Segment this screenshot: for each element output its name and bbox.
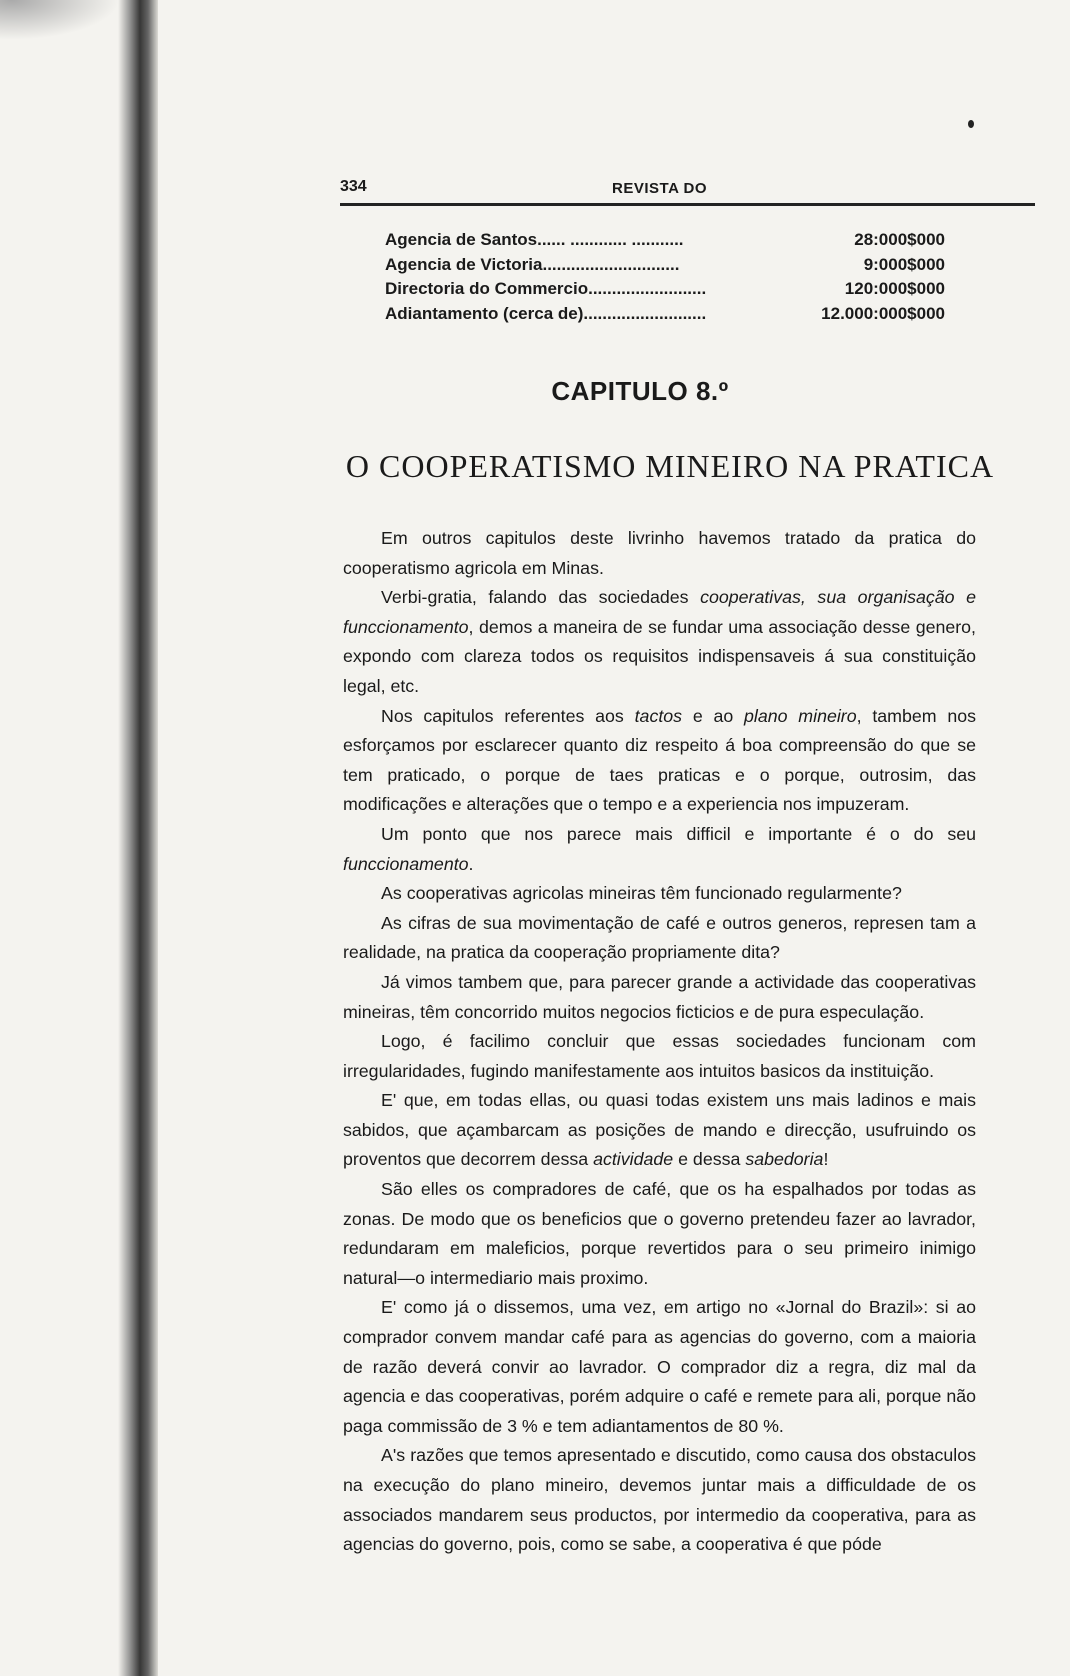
paragraph bbox=[343, 1293, 976, 1441]
section-title: O COOPERATISMO MINEIRO NA PRATICA bbox=[345, 448, 995, 484]
paragraph bbox=[343, 702, 976, 820]
chapter-heading: CAPITULO 8.º bbox=[551, 376, 729, 406]
ink-speck bbox=[968, 120, 974, 128]
ledger-label: Directoria do Commercio......................... bbox=[385, 279, 707, 298]
text-run: e ao bbox=[682, 705, 745, 726]
text-run: Em outros capitulos deste livrinho havemos tratado da pratica do cooperatismo agricola em Minas. bbox=[343, 528, 976, 578]
italic-phrase: plano mineiro bbox=[744, 705, 857, 726]
text-run: As cooperativas agricolas mineiras têm funcionado regularmente? bbox=[381, 883, 902, 904]
italic-phrase: tactos bbox=[634, 705, 683, 726]
paragraph bbox=[343, 1441, 976, 1559]
text-run: E' que, em todas ellas, ou quasi todas existem uns mais ladinos e mais sabidos, que açambarcam as posições de mando e direcção, usufruindo os proventos que decorrem dessa bbox=[343, 1090, 976, 1170]
paragraph bbox=[343, 909, 976, 968]
italic-phrase: cooperativas, sua organisação e funccionamento bbox=[343, 587, 977, 637]
text-run: , demos a maneira de se fundar uma associação desse genero, expondo com clareza todos os requisitos indispensaveis á sua constituição legal, etc. bbox=[343, 616, 976, 696]
page bbox=[340, 176, 1040, 202]
ledger-row bbox=[385, 228, 945, 253]
italic-phrase: funccionamento bbox=[343, 853, 469, 874]
ledger-row bbox=[385, 302, 945, 327]
text-run: . bbox=[468, 853, 474, 874]
ledger-amount: 9:000$000 bbox=[863, 254, 945, 274]
text-run: e dessa bbox=[673, 1149, 746, 1170]
text-run: Nos capitulos referentes aos bbox=[381, 705, 635, 726]
italic-phrase: actividade bbox=[593, 1149, 674, 1170]
header-rule bbox=[340, 203, 1035, 206]
paragraph bbox=[343, 1175, 976, 1293]
text-run: As cifras de sua movimentação de café e outros generos, represen tam a realidade, na pratica da cooperação propriamente dita? bbox=[343, 912, 976, 963]
paragraph bbox=[343, 583, 976, 701]
text-run: ! bbox=[823, 1149, 829, 1170]
paragraph bbox=[343, 820, 976, 879]
text-run: Verbi-gratia, falando das sociedades bbox=[381, 587, 701, 608]
paragraph bbox=[343, 524, 976, 583]
text-run: Já vimos tambem que, para parecer grande a actividade das cooperativas mineiras, têm concorrido muitos negocios ficticios e de pura especulação. bbox=[343, 971, 976, 1022]
ledger-label: Adiantamento (cerca de).......................... bbox=[385, 303, 707, 323]
paragraph bbox=[343, 879, 976, 909]
paragraph bbox=[343, 1027, 976, 1086]
ledger-label: Agencia de Victoria............................. bbox=[385, 254, 680, 274]
ledger-label: Agencia de Santos...... ............ ........... bbox=[385, 230, 684, 249]
paragraph bbox=[343, 1086, 976, 1175]
paragraph bbox=[343, 968, 976, 1027]
running-title: REVISTA DO bbox=[612, 180, 708, 197]
ledger-table bbox=[385, 228, 945, 326]
page-number: 334 bbox=[340, 178, 367, 195]
ledger-row bbox=[385, 253, 945, 278]
text-run: A's razões que temos apresentado e discutido, como causa dos obstaculos na execução do plano mineiro, devemos juntar mais a difficuldade de os associados mandarem seus productos, por intermedio da cooperativa, para as agencias do governo, pois, como se sabe, a cooperativa é que póde bbox=[343, 1445, 976, 1555]
body-text bbox=[343, 524, 976, 1560]
text-run: , tambem nos esforçamos por esclarecer quanto diz respeito á boa compreensão do que se tem praticado, o porque de taes praticas e o porque, outrosim, das modificações e alterações que o tempo e a experiencia nos impuzeram. bbox=[343, 705, 976, 815]
scan-smudge bbox=[0, 0, 120, 40]
book-spine-shadow bbox=[118, 0, 158, 1676]
ledger-amount: 12.000:000$000 bbox=[821, 303, 945, 323]
text-run: E' como já o dissemos, uma vez, em artigo no «Jornal do Brazil»: si ao comprador convem mandar café para as agencias do governo, com a maioria de razão deverá convir ao lavrador. O comprador diz a regra, diz mal da agencia e das cooperativas, porém adquire o café e remete para ali, porque não paga commissão de 3 % e tem adiantamentos de 80 %. bbox=[343, 1297, 976, 1436]
text-run: Logo, é facilimo concluir que essas sociedades funcionam com irregularidades, fugindo manifestamente aos intuitos basicos da instituição. bbox=[343, 1031, 976, 1081]
running-header bbox=[340, 176, 1040, 202]
text-run: São elles os compradores de café, que os ha espalhados por todas as zonas. De modo que os beneficios que o governo pretendeu fazer ao lavrador, redundaram em maleficios, porque revertidos para o seu primeiro inimigo natural—o intermediario mais proximo. bbox=[343, 1179, 976, 1288]
ledger-amount: 120:000$000 bbox=[844, 279, 945, 298]
text-run: Um ponto que nos parece mais difficil e importante é o do seu bbox=[381, 823, 976, 844]
italic-phrase: sabedoria bbox=[745, 1149, 824, 1170]
ledger-row bbox=[385, 277, 945, 302]
ledger-amount: 28:000$000 bbox=[854, 230, 945, 249]
